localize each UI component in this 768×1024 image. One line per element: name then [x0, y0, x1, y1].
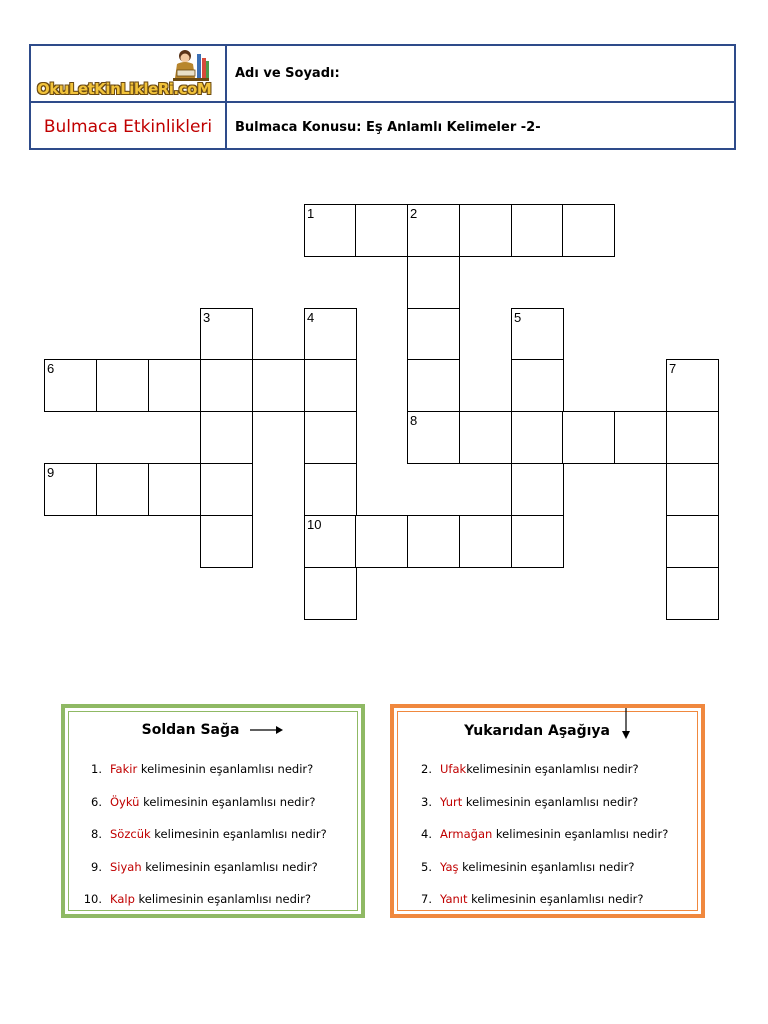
crossword-cell[interactable]: [666, 515, 719, 568]
across-clue-list: [69, 762, 357, 925]
clue-num: 10.: [83, 892, 102, 906]
clue-number: 8: [410, 413, 418, 428]
crossword-cell[interactable]: [511, 411, 564, 464]
crossword-cell[interactable]: [614, 411, 667, 464]
name-label: Adı ve Soyadı:: [235, 66, 340, 81]
section-title: Bulmaca Etkinlikleri: [43, 116, 213, 137]
clue-word: Ufak: [440, 762, 467, 776]
clue-text: kelimesinin eşanlamlısı nedir?: [458, 859, 635, 874]
crossword-cell[interactable]: [459, 411, 512, 464]
crossword-cell[interactable]: [562, 204, 615, 257]
crossword-cell[interactable]: [252, 359, 305, 412]
across-title: [69, 722, 357, 738]
crossword-cell[interactable]: [200, 308, 253, 361]
crossword-cell[interactable]: [148, 463, 201, 516]
crossword-cell[interactable]: [44, 359, 97, 412]
crossword-cell[interactable]: [304, 308, 357, 361]
crossword-cell[interactable]: [666, 567, 719, 620]
crossword-cell[interactable]: [459, 515, 512, 568]
list-item: [69, 860, 357, 893]
crossword-cell[interactable]: [511, 204, 564, 257]
across-title-text: Soldan Sağa: [141, 722, 240, 738]
crossword-cell[interactable]: [459, 204, 512, 257]
clue-num: 3.: [421, 794, 432, 809]
clue-text: kelimesinin eşanlamlısı nedir?: [134, 892, 311, 906]
crossword-cell[interactable]: [44, 463, 97, 516]
crossword-cell[interactable]: [407, 204, 460, 257]
list-item: [398, 827, 697, 860]
clue-number: 1: [307, 206, 315, 221]
crossword-cell[interactable]: [511, 463, 564, 516]
list-item: [69, 795, 357, 828]
clue-num: 9.: [91, 859, 102, 874]
worksheet-header: [29, 44, 736, 150]
logo-cell: [31, 46, 225, 101]
down-clue-list: [398, 762, 697, 925]
clue-text: kelimesinin eşanlamlısı nedir?: [139, 794, 316, 809]
clue-word: Yanıt: [440, 892, 468, 906]
crossword-cell[interactable]: [511, 359, 564, 412]
clue-number: 6: [47, 361, 55, 376]
clue-word: Öykü: [110, 794, 140, 809]
clue-num: 8.: [91, 827, 102, 841]
list-item: [398, 892, 697, 925]
clue-word: Sözcük: [110, 827, 151, 841]
crossword-cell[interactable]: [148, 359, 201, 412]
clue-num: 4.: [421, 827, 432, 841]
arrow-down-icon: [621, 708, 631, 740]
clue-number: 7: [669, 361, 677, 376]
crossword-cell[interactable]: [96, 463, 149, 516]
clue-number: 10: [307, 517, 322, 532]
clue-text: kelimesinin eşanlamlısı nedir?: [141, 859, 318, 874]
header-divider-vertical: [225, 46, 227, 148]
clue-word: Fakir: [110, 762, 138, 776]
clue-number: 5: [514, 310, 522, 325]
crossword-cell[interactable]: [200, 463, 253, 516]
clue-text: kelimesinin eşanlamlısı nedir?: [467, 892, 644, 906]
crossword-cell[interactable]: [666, 359, 719, 412]
crossword-cell[interactable]: [407, 359, 460, 412]
crossword-cell[interactable]: [200, 359, 253, 412]
crossword-cell[interactable]: [562, 411, 615, 464]
topic-label: Bulmaca Konusu: Eş Anlamlı Kelimeler -2-: [235, 120, 541, 135]
down-clues-inner: [397, 711, 698, 911]
clue-number: 4: [307, 310, 315, 325]
crossword-cell[interactable]: [304, 359, 357, 412]
clue-word: Yurt: [440, 794, 463, 809]
clue-num: 7.: [421, 892, 432, 906]
clue-word: Armağan: [440, 827, 493, 841]
crossword-cell[interactable]: [200, 411, 253, 464]
clue-num: 5.: [421, 859, 432, 874]
list-item: [69, 762, 357, 795]
across-clues-inner: [68, 711, 358, 911]
clue-word: Siyah: [110, 859, 142, 874]
down-title: [398, 722, 697, 740]
crossword-cell[interactable]: [666, 463, 719, 516]
arrow-right-icon: [250, 725, 284, 735]
clue-word: Kalp: [110, 892, 135, 906]
crossword-cell[interactable]: [407, 256, 460, 309]
crossword-cell[interactable]: [304, 567, 357, 620]
crossword-cell[interactable]: [304, 411, 357, 464]
site-logo[interactable]: OkuLetKinLikleRi.coM: [37, 80, 212, 98]
clue-text: kelimesinin eşanlamlısı nedir?: [462, 794, 639, 809]
crossword-cell[interactable]: [511, 515, 564, 568]
clue-number: 9: [47, 465, 55, 480]
clue-number: 2: [410, 206, 418, 221]
clue-number: 3: [203, 310, 211, 325]
clue-text: kelimesinin eşanlamlısı nedir?: [137, 762, 314, 776]
across-clues-box: [61, 704, 365, 918]
student-reading-icon: [171, 48, 211, 84]
crossword-cell[interactable]: [407, 308, 460, 361]
crossword-cell[interactable]: [407, 411, 460, 464]
clue-text: kelimesinin eşanlamlısı nedir?: [492, 827, 669, 841]
list-item: [398, 860, 697, 893]
list-item: [398, 795, 697, 828]
down-title-text: Yukarıdan Aşağıya: [464, 723, 610, 739]
list-item: [69, 892, 357, 925]
list-item: [69, 827, 357, 860]
crossword-cell[interactable]: [200, 515, 253, 568]
crossword-cell[interactable]: [666, 411, 719, 464]
crossword-cell[interactable]: [511, 308, 564, 361]
clue-text: kelimesinin eşanlamlısı nedir?: [466, 762, 639, 776]
list-item: [398, 762, 697, 795]
crossword-cell[interactable]: [304, 515, 357, 568]
down-clues-box: [390, 704, 705, 918]
crossword-cell[interactable]: [304, 204, 357, 257]
clue-word: Yaş: [440, 859, 459, 874]
clue-text: kelimesinin eşanlamlısı nedir?: [150, 827, 327, 841]
crossword-cell[interactable]: [355, 204, 408, 257]
clue-num: 1.: [91, 762, 102, 776]
crossword-cell[interactable]: [96, 359, 149, 412]
clue-num: 6.: [91, 794, 102, 809]
crossword-cell[interactable]: [407, 515, 460, 568]
crossword-cell[interactable]: [355, 515, 408, 568]
clue-num: 2.: [421, 762, 432, 776]
crossword-cell[interactable]: [304, 463, 357, 516]
